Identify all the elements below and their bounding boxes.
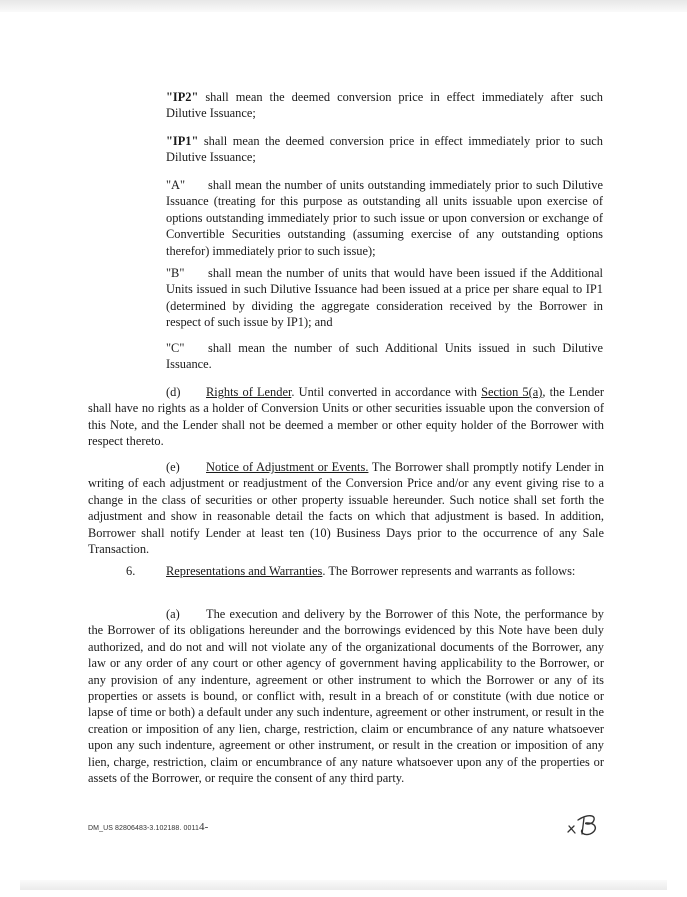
definition-text: shall mean the number of units outstanding immediately prior to such Dilutive Issuance (treating for this purpose as outstanding all units issuable upon exercise of options outstanding immediately prior to such issue or upon conversion or exchange of Convertible Securities outstanding (assuming exercise of any outstanding options therefor) immediately prior to such issue); <box>166 178 603 258</box>
definition-text: shall mean the number of units that would have been issued if the Additional Units issued in such Dilutive Issuance had been issued at a price per share equal to IP1 (determined by dividing the aggregate consideration received by the Borrower in respect of such issue by IP1); and <box>166 266 603 330</box>
definition-c <box>166 340 603 373</box>
definition-ip1 <box>166 133 603 166</box>
section-label: (a) <box>166 607 180 621</box>
definition-text: shall mean the number of such Additional Units issued in such Dilutive Issuance. <box>166 341 603 372</box>
section-title: Rights of Lender <box>206 385 292 399</box>
doc-ref-code: DM_US 82806483-3.102188. 0011 <box>88 825 199 832</box>
definition-ip2 <box>166 89 603 122</box>
section-text: The execution and delivery by the Borrower of this Note, the performance by the Borrower of its obligations hereunder and the borrowings evidenced by this Note have been duly authorized, and do not and will not violate any of the organizational documents of the Borrower, any law or any order of any court or other agency of government having applicability to the Borrower, or any provision of any indenture, agreement or other instrument to which the Borrower or any of its properties or assets is bound, or conflict with, result in a breach of or constitute (with due notice or lapse of time or both) a default under any such indenture, agreement or other instrument, or result in the creation or imposition of any lien, charge, restriction, claim or encumbrance of any nature whatsoever upon any such indenture, agreement or other instrument, or result in the creation or imposition of any lien, charge, restriction, claim or encumbrance of any nature whatsoever upon any of the properties or assets of the Borrower, or require the consent of any third party. <box>88 607 604 786</box>
section-6-paragraph <box>88 563 604 579</box>
definition-a <box>166 177 603 259</box>
section-text: , the Lender shall have no rights as a holder of Conversion Units or other securities issuable upon the conversion of this Note, and the Lender shall not be deemed a member or other equity holder of the Borrower with respect thereto. <box>88 385 604 449</box>
definition-b <box>166 265 603 331</box>
section-text: . Until converted in accordance with <box>291 385 482 399</box>
section-d-paragraph <box>88 384 604 450</box>
section-text: The Borrower shall promptly notify Lender in writing of each adjustment or readjustment of the Conversion Price and/or any event giving rise to a change in the class of securities or other property issuable hereunder. Such notice shall set forth the adjustment and show in reasonable detail the facts on which that adjustment is based. In addition, Borrower shall notify Lender at least ten (10) Business Days prior to the occurrence of any Sale Transaction. <box>88 460 604 557</box>
definition-term: "IP2" <box>166 90 199 104</box>
section-title: Representations and Warranties <box>166 564 323 578</box>
section-label: (e) <box>166 460 180 474</box>
section-label: (d) <box>166 385 181 399</box>
document-footer-reference <box>88 821 208 833</box>
definition-term: "A" <box>166 178 186 192</box>
section-e-paragraph <box>88 459 604 557</box>
definition-term: "B" <box>166 266 185 280</box>
definition-text: shall mean the deemed conversion price in effect immediately prior to such Dilutive Issuance; <box>166 134 603 165</box>
section-number: 6. <box>126 564 136 578</box>
definition-term: "C" <box>166 341 185 355</box>
definition-term: "IP1" <box>166 134 199 148</box>
section-title: Notice of Adjustment or Events. <box>206 460 369 474</box>
section-reference: Section 5(a) <box>481 385 543 399</box>
section-6a-paragraph <box>88 606 604 786</box>
definition-text: shall mean the deemed conversion price in effect immediately after such Dilutive Issuance; <box>166 90 603 121</box>
page-number: 4- <box>198 821 209 833</box>
scan-shadow-top <box>0 0 687 12</box>
handwritten-initials-icon <box>566 812 606 838</box>
scan-shadow-bottom <box>20 880 667 890</box>
section-text: . The Borrower represents and warrants as follows: <box>322 564 576 578</box>
